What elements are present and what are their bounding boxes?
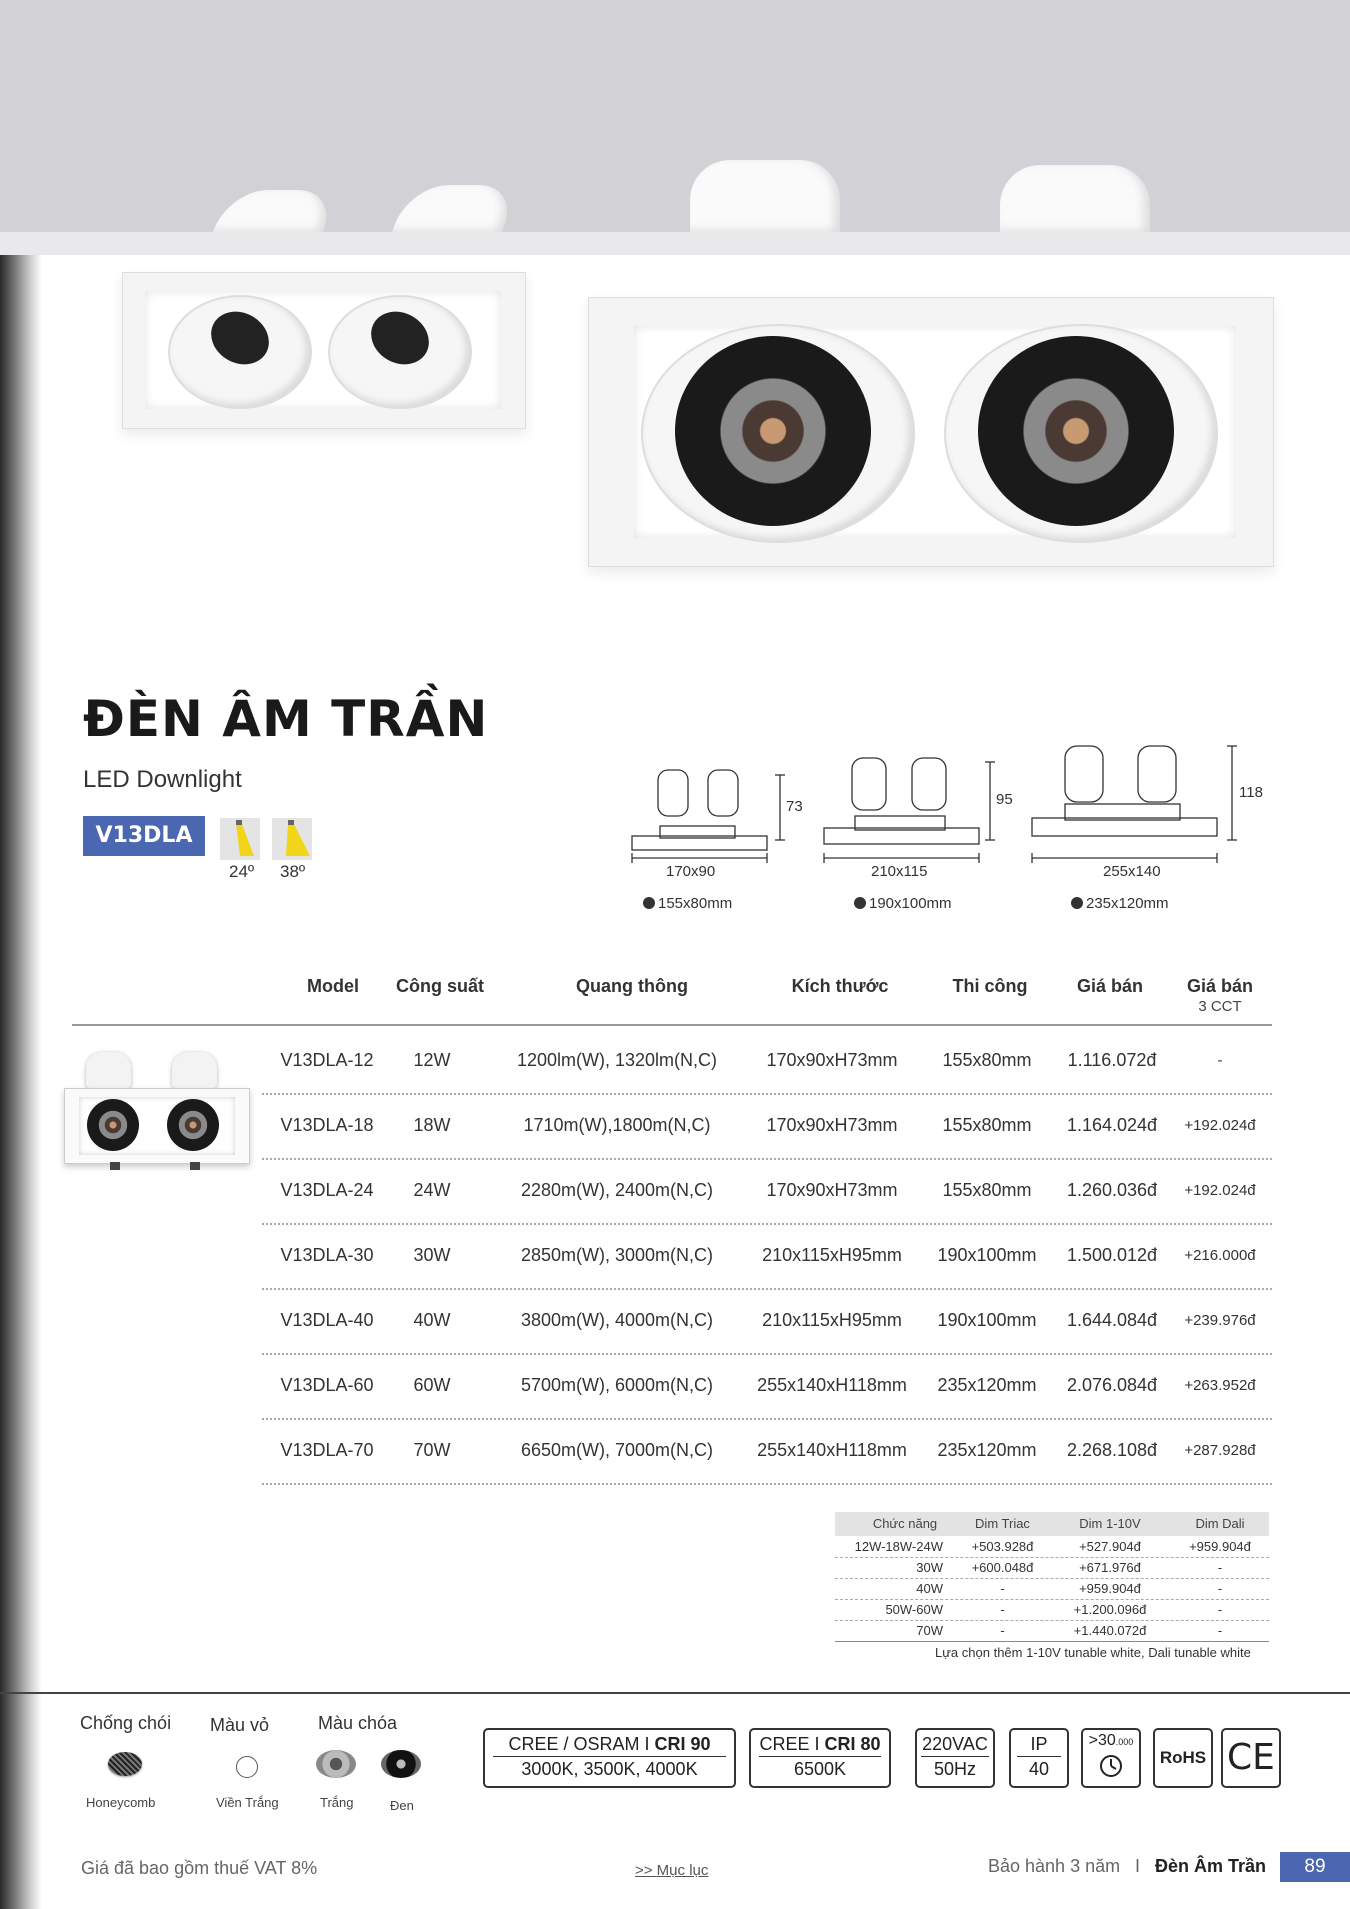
lifetime-suffix: .000	[1115, 1737, 1134, 1747]
options-header: Chức năng	[872, 1516, 938, 1531]
section-divider	[0, 1692, 1350, 1694]
cell-model: V13DLA-40	[280, 1310, 374, 1330]
cutout-value: 155x80mm	[658, 895, 733, 912]
cri80-value: CRI 80	[824, 1734, 881, 1754]
options-header: Dim 1-10V	[1079, 1516, 1141, 1531]
thumbnail-frame	[64, 1088, 250, 1164]
lamp-honeycomb	[202, 301, 279, 374]
thumbnail-top	[86, 1052, 131, 1088]
reflector-black-caption: Đen	[390, 1798, 414, 1813]
fixture-top-shape	[1000, 165, 1150, 235]
options-cell: +959.904đ	[1079, 1581, 1141, 1596]
honeycomb-caption: Honeycomb	[86, 1795, 156, 1810]
cri90-badge	[483, 1728, 736, 1788]
lamp-reflector	[978, 336, 1174, 526]
product-image-large	[588, 297, 1274, 567]
page-number: 89	[1280, 1852, 1350, 1882]
cri90-cct: 3000K, 3500K, 4000K	[521, 1759, 698, 1779]
cell-size: 210x115xH95mm	[762, 1245, 902, 1265]
table-header-price-cct: Giá bán	[1186, 976, 1253, 996]
table-header-subtitle: 3 CCT	[1198, 998, 1242, 1015]
thumbnail-reflector	[167, 1099, 219, 1151]
options-cell: +671.976đ	[1079, 1560, 1141, 1575]
options-cell: 40W	[916, 1581, 943, 1596]
cell-model: V13DLA-70	[280, 1440, 374, 1460]
cell-size: 255x140xH118mm	[757, 1375, 907, 1395]
cutout-icon	[1071, 897, 1083, 909]
cri80-brand: CREE I	[759, 1734, 825, 1754]
thumbnail-top	[172, 1052, 217, 1088]
toc-link[interactable]: >> Mục lục	[635, 1862, 709, 1879]
dimension-size: 255x140	[1103, 863, 1161, 880]
table-header-size: Kích thước	[791, 976, 889, 996]
antiglare-title: Chống chói	[80, 1713, 172, 1733]
table-header-power: Công suất	[396, 976, 484, 996]
cell-price-cct: -	[1217, 1052, 1223, 1069]
options-row	[835, 1536, 1269, 1558]
cell-price-cct: +239.976đ	[1184, 1312, 1256, 1329]
cutout-value: 190x100mm	[869, 895, 952, 912]
beam-angle-label: 24º	[229, 862, 255, 881]
lamp-reflector	[675, 336, 871, 526]
cell-cutout: 155x80mm	[942, 1115, 1032, 1135]
options-cell: -	[1217, 1560, 1223, 1575]
cell-price: 1.116.072đ	[1067, 1050, 1157, 1070]
ip-badge	[1009, 1728, 1069, 1788]
options-row	[835, 1620, 1269, 1642]
cutout-icon	[643, 897, 655, 909]
cell-price: 2.076.084đ	[1066, 1375, 1158, 1395]
product-image-small	[122, 272, 526, 429]
reflector-title: Màu chóa	[318, 1713, 398, 1733]
cell-lumen: 3800m(W), 4000m(N,C)	[520, 1310, 714, 1330]
cell-model: V13DLA-60	[280, 1375, 374, 1395]
cell-power: 18W	[413, 1115, 451, 1135]
table-header-cutout: Thi công	[952, 976, 1028, 996]
dimension-height: 118	[1239, 784, 1263, 801]
voltage-value: 220VAC	[921, 1732, 989, 1757]
cri80-cct: 6500K	[793, 1759, 847, 1779]
ce-badge: CE	[1221, 1728, 1281, 1788]
cell-size: 255x140xH118mm	[757, 1440, 907, 1460]
cell-cutout: 155x80mm	[942, 1050, 1032, 1070]
hero-photo	[0, 0, 1350, 255]
lamp-ring	[944, 324, 1218, 543]
cutout-size	[854, 895, 952, 912]
cell-price: 1.260.036đ	[1066, 1180, 1158, 1200]
cell-size: 170x90xH73mm	[766, 1050, 898, 1070]
cell-cutout: 155x80mm	[942, 1180, 1032, 1200]
dimension-height: 95	[996, 791, 1013, 808]
options-cell: 50W-60W	[885, 1602, 943, 1617]
options-cell: -	[1000, 1623, 1005, 1638]
left-gradient-bar	[0, 255, 42, 1909]
cell-lumen: 6650m(W), 7000m(N,C)	[520, 1440, 714, 1460]
cell-lumen: 2280m(W), 2400m(N,C)	[520, 1180, 714, 1200]
options-cell: +600.048đ	[971, 1560, 1034, 1575]
housing-title: Màu vỏ	[210, 1715, 270, 1735]
options-cell: -	[1000, 1602, 1005, 1617]
table-row	[262, 1353, 1272, 1420]
cell-cutout: 190x100mm	[937, 1245, 1037, 1265]
table-row	[262, 1288, 1272, 1355]
cell-size: 170x90xH73mm	[766, 1115, 898, 1135]
footer-separator: I	[1135, 1856, 1141, 1876]
cell-lumen: 5700m(W), 6000m(N,C)	[520, 1375, 714, 1395]
cell-price-cct: +192.024đ	[1184, 1117, 1256, 1134]
cell-price: 1.164.024đ	[1066, 1115, 1158, 1135]
rohs-badge: RoHS	[1153, 1728, 1213, 1788]
options-header: Dim Dali	[1195, 1516, 1245, 1531]
lamp-ring	[168, 295, 312, 409]
honeycomb-icon	[108, 1752, 142, 1776]
cell-cutout: 235x120mm	[937, 1440, 1037, 1460]
cell-price-cct: +263.952đ	[1184, 1377, 1256, 1394]
options-cell: +527.904đ	[1079, 1539, 1141, 1554]
options-cell: -	[1217, 1581, 1223, 1596]
page-subtitle: LED Downlight	[83, 766, 242, 793]
fixture-top-shape	[690, 160, 840, 235]
fixture-top-shape	[391, 185, 519, 235]
cri90-value: CRI 90	[654, 1734, 711, 1754]
options-note: Lựa chọn thêm 1-10V tunable white, Dali tunable white	[935, 1645, 1251, 1660]
cell-power: 24W	[413, 1180, 451, 1200]
dimension-size: 170x90	[666, 863, 716, 880]
lifetime-badge	[1081, 1728, 1141, 1788]
reflector-white-caption: Trắng	[320, 1795, 354, 1810]
options-cell: +1.200.096đ	[1073, 1602, 1147, 1617]
options-cell: +959.904đ	[1189, 1539, 1251, 1554]
dimension-size: 210x115	[871, 863, 928, 880]
lamp-honeycomb	[362, 301, 439, 374]
footer-section-title: Đèn Âm Trần	[1155, 1856, 1267, 1876]
table-row	[262, 1158, 1272, 1225]
cell-price: 1.644.084đ	[1066, 1310, 1158, 1330]
cell-lumen: 2850m(W), 3000m(N,C)	[520, 1245, 714, 1265]
cutout-size	[1071, 895, 1169, 912]
model-badge: V13DLA	[83, 816, 205, 856]
table-header-price: Giá bán	[1076, 976, 1143, 996]
page-title: ĐÈN ÂM TRẦN	[83, 690, 489, 748]
thumbnail-reflector	[87, 1099, 139, 1151]
table-row	[262, 1028, 1272, 1095]
voltage-badge	[915, 1728, 995, 1788]
cell-lumen: 1710m(W),1800m(N,C)	[523, 1115, 711, 1135]
cell-model: V13DLA-12	[280, 1050, 374, 1070]
cell-power: 60W	[413, 1375, 451, 1395]
options-row	[835, 1599, 1269, 1621]
table-row	[262, 1223, 1272, 1290]
cell-model: V13DLA-24	[280, 1180, 374, 1200]
table-header-lumen: Quang thông	[576, 976, 688, 996]
table-header-rule	[72, 1024, 1272, 1026]
clock-icon	[1098, 1753, 1124, 1779]
beam-angle-label: 38º	[280, 862, 306, 881]
cell-power: 70W	[413, 1440, 451, 1460]
cri90-brand: CREE / OSRAM I	[508, 1734, 655, 1754]
options-cell: 70W	[916, 1623, 943, 1638]
cutout-size	[643, 895, 732, 912]
lamp-ring	[641, 324, 915, 543]
cell-price-cct: +216.000đ	[1184, 1247, 1256, 1264]
options-cell: +503.928đ	[971, 1539, 1034, 1554]
cell-model: V13DLA-18	[280, 1115, 374, 1135]
cell-size: 210x115xH95mm	[762, 1310, 902, 1330]
options-cell: +1.440.072đ	[1073, 1623, 1147, 1638]
cell-cutout: 190x100mm	[937, 1310, 1037, 1330]
table-row	[262, 1093, 1272, 1160]
cell-power: 40W	[413, 1310, 451, 1330]
white-housing-icon	[236, 1756, 258, 1778]
dimension-drawings	[620, 740, 1280, 870]
cell-power: 30W	[413, 1245, 451, 1265]
table-row	[262, 1418, 1272, 1485]
dimension-height: 73	[786, 798, 803, 815]
frequency-value: 50Hz	[933, 1759, 977, 1779]
lifetime-value: >30	[1088, 1732, 1116, 1749]
options-cell: 30W	[916, 1560, 943, 1575]
options-cell: 12W-18W-24W	[854, 1539, 943, 1554]
ip-label: IP	[1017, 1732, 1061, 1757]
options-row	[835, 1578, 1269, 1600]
fixture-top-shape	[212, 190, 338, 235]
beam-angle-icon	[272, 818, 312, 860]
white-reflector-icon	[316, 1750, 356, 1778]
cell-price: 2.268.108đ	[1066, 1440, 1158, 1460]
cell-model: V13DLA-30	[280, 1245, 374, 1265]
cell-price-cct: +287.928đ	[1184, 1442, 1256, 1459]
ip-value: 40	[1028, 1759, 1050, 1779]
housing-caption: Viền Trắng	[216, 1795, 279, 1810]
cutout-value: 235x120mm	[1086, 895, 1169, 912]
cell-price: 1.500.012đ	[1066, 1245, 1158, 1265]
cell-lumen: 1200lm(W), 1320lm(N,C)	[516, 1050, 718, 1070]
options-row	[835, 1557, 1269, 1579]
cell-cutout: 235x120mm	[937, 1375, 1037, 1395]
black-reflector-icon	[381, 1750, 421, 1778]
ceiling-edge	[0, 232, 1350, 255]
beam-angle-icon	[220, 818, 260, 860]
cutout-icon	[854, 897, 866, 909]
table-header-model: Model	[307, 976, 359, 996]
options-cell: -	[1217, 1623, 1223, 1638]
cri80-badge	[749, 1728, 891, 1788]
warranty-text: Bảo hành 3 năm	[988, 1856, 1121, 1876]
lamp-ring	[328, 295, 472, 409]
cell-power: 12W	[413, 1050, 451, 1070]
vat-note: Giá đã bao gồm thuế VAT 8%	[81, 1858, 318, 1878]
options-cell: -	[1000, 1581, 1005, 1596]
options-cell: -	[1217, 1602, 1223, 1617]
product-thumbnail	[64, 1052, 248, 1172]
cell-price-cct: +192.024đ	[1184, 1182, 1256, 1199]
options-header: Dim Triac	[975, 1516, 1030, 1531]
cell-size: 170x90xH73mm	[766, 1180, 898, 1200]
